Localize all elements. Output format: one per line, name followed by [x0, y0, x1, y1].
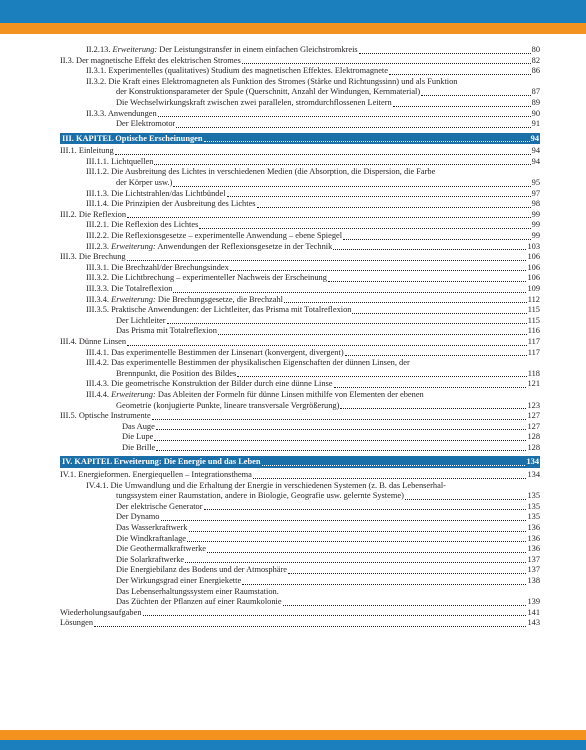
toc-entry-page-number: 118	[527, 368, 540, 378]
toc-entry	[60, 178, 540, 189]
toc-entry-title: III.1.1. Lichtquellen	[86, 156, 154, 166]
toc-entry-title: der Konstruktionsparameter der Spule (Querschnitt, Anzahl der Windungen, Kernmaterial)	[116, 87, 421, 97]
dot-leader	[242, 57, 531, 64]
toc-entry	[60, 576, 540, 587]
toc-entry-title: Brennpunkt, die Position des Bildes	[116, 368, 237, 378]
dot-leader	[143, 609, 527, 616]
toc-entry	[60, 109, 540, 120]
toc-entry	[60, 369, 540, 380]
toc-entry	[60, 77, 540, 88]
toc-entry-page-number: 80	[531, 45, 540, 54]
dot-leader	[389, 68, 531, 75]
toc-entry-page-number: 117	[527, 336, 540, 346]
toc-entry-title: Das Auge	[122, 421, 155, 431]
toc-entry-page-number: 123	[527, 400, 540, 410]
dot-leader	[405, 493, 527, 500]
dot-leader	[187, 535, 526, 542]
dot-leader	[393, 100, 531, 107]
dot-leader	[207, 546, 526, 553]
toc-entry	[60, 401, 540, 412]
dot-leader	[115, 148, 531, 155]
toc-entry-title: II.3. Der magnetische Effekt des elektrischen Stromes	[60, 55, 241, 65]
toc-entry-page-number: 98	[531, 199, 540, 209]
toc-entry-title: tungssystem einer Raumstation, andere in Biologie, Geografie usw. gelernte Systeme)	[116, 491, 404, 501]
dot-leader	[199, 222, 530, 229]
dot-leader	[156, 444, 526, 451]
toc-entry-title: III.2. Die Reflexion	[60, 209, 127, 219]
toc-entry	[60, 98, 540, 109]
toc-entry-title: Das Lebenserhaltungssystem einer Raumstation.	[116, 586, 279, 596]
toc-entry-page-number: 87	[531, 87, 540, 97]
toc-entry	[60, 45, 540, 56]
toc-entry-title: III. KAPITEL Optische Erscheinungen	[62, 133, 203, 143]
toc-entry	[60, 608, 540, 619]
toc-entry-title: Lösungen	[60, 618, 94, 628]
top-blue-band	[0, 0, 586, 23]
toc-entry-page-number: 134	[526, 457, 539, 467]
toc-entry	[60, 411, 540, 422]
dot-leader	[340, 402, 526, 409]
dot-leader	[253, 472, 527, 479]
toc-entry-title: Der Lichtleiter	[116, 315, 166, 325]
toc-entry	[60, 502, 540, 513]
dot-leader	[176, 121, 530, 128]
toc-entry-title: III.2.3. Erweiterung: Anwendungen der Reflexionsgesetze in der Technik	[86, 241, 333, 251]
dot-leader	[94, 620, 526, 627]
toc-entry	[60, 231, 540, 242]
toc-entry	[60, 210, 540, 221]
toc-entry	[60, 326, 540, 337]
toc-entry-page-number: 137	[527, 554, 540, 564]
toc-entry-page-number: 141	[527, 607, 540, 617]
toc-entry-title: III.3.3. Die Totalreflexion	[86, 283, 173, 293]
toc-entry-title: III.4.3. Die geometrische Konstruktion der Bilder durch eine dünne Linse	[86, 379, 333, 389]
toc-entry	[60, 189, 540, 200]
toc-entry-title: III.1.4. Die Prinzipien der Ausbreitung des Lichtes	[86, 199, 256, 209]
toc-entry	[60, 167, 540, 178]
dot-leader	[237, 370, 526, 377]
toc-entry-title: II.2.13. Erweiterung: Der Leistungstransfer in einem einfachen Gleichstromkreis	[86, 45, 358, 54]
toc-entry-page-number: 139	[527, 597, 540, 607]
dot-leader	[127, 254, 527, 261]
toc-entry-title: Das Wasserkraftwerk	[116, 522, 188, 532]
toc-entry	[60, 523, 540, 534]
dot-leader	[257, 201, 531, 208]
toc-entry-title: Der Wirkungsgrad einer Energiekette	[116, 575, 242, 585]
toc-entry-page-number: 121	[527, 379, 540, 389]
dot-leader	[227, 190, 531, 197]
toc-entry	[60, 534, 540, 545]
toc-entry-title: III.1.3. Die Lichtstrahlen/das Lichtbündel	[86, 188, 226, 198]
toc-entry-title: III.5. Optische Instrumente	[60, 411, 151, 421]
toc-entry	[60, 295, 540, 306]
toc-entry-page-number: 82	[531, 55, 540, 65]
toc-entry-title: III.2.2. Die Reflexionsgesetze – experimentelle Anwendung – ebene Spiegel	[86, 231, 343, 240]
bottom-blue-band	[0, 740, 586, 750]
toc-entry	[60, 337, 540, 348]
toc-entry-page-number: 89	[531, 97, 540, 107]
toc-entry-page-number: 138	[527, 575, 540, 585]
toc-entry-title: III.4. Dünne Linsen	[60, 336, 127, 346]
dot-leader	[334, 381, 527, 388]
toc-entry	[60, 66, 540, 77]
toc-entry	[60, 618, 540, 629]
toc-entry-page-number: 112	[527, 294, 540, 304]
toc-entry	[60, 199, 540, 210]
dot-leader	[242, 578, 526, 585]
dot-leader	[158, 110, 531, 117]
toc-entry-title: Die Geothermalkraftwerke	[116, 544, 206, 554]
toc-entry-title: Die Brille	[122, 442, 156, 452]
dot-leader	[154, 158, 530, 165]
dot-leader	[204, 135, 530, 142]
toc-entry-title: IV. KAPITEL Erweiterung: Die Energie und das Leben	[62, 457, 261, 467]
toc-entry	[60, 379, 540, 390]
toc-entry-page-number: 116	[527, 326, 540, 336]
dot-leader	[333, 243, 526, 250]
toc-entry-page-number: 127	[527, 411, 540, 421]
table-of-contents	[60, 45, 540, 629]
toc-entry-page-number: 135	[527, 491, 540, 501]
toc-entry-page-number: 134	[527, 469, 540, 479]
dot-leader	[156, 423, 527, 430]
toc-entry	[60, 242, 540, 253]
dot-leader	[262, 459, 526, 466]
toc-entry	[60, 284, 540, 295]
toc-entry	[60, 443, 540, 454]
toc-entry-page-number: 115	[527, 315, 540, 325]
toc-entry-title: IV.4.1. Die Umwandlung und die Erhaltung der Energie in verschiedenen Systemen (z. B. das Lebenserhal-	[86, 480, 446, 490]
toc-entry-page-number: 109	[527, 283, 540, 293]
toc-entry	[60, 597, 540, 608]
toc-entry	[60, 491, 540, 502]
chapter-heading	[60, 456, 540, 468]
toc-entry	[60, 348, 540, 359]
toc-entry	[60, 273, 540, 284]
dot-leader	[218, 328, 527, 335]
toc-entry-page-number: 99	[531, 220, 540, 230]
toc-entry-title: III.4.4. Erweiterung: Das Ableiten der Formeln für dünne Linsen mithilfe von Elementen der ebenen	[86, 389, 424, 399]
dot-leader	[204, 503, 527, 510]
dot-leader	[167, 317, 527, 324]
toc-entry-page-number: 99	[531, 231, 540, 240]
toc-entry-title: Das Züchten der Pflanzen auf einer Raumkolonie	[116, 597, 282, 607]
toc-entry-page-number: 91	[531, 119, 540, 129]
toc-entry-page-number: 117	[527, 347, 540, 357]
toc-entry	[60, 157, 540, 168]
dot-leader	[127, 339, 527, 346]
toc-entry	[60, 587, 540, 598]
toc-entry	[60, 432, 540, 443]
toc-entry	[60, 565, 540, 576]
dot-leader	[345, 349, 527, 356]
toc-entry-title: II.3.2. Die Kraft eines Elektromagneten als Funktion des Stromes (Stärke und Richtungssinn) und als Funktion	[86, 76, 458, 86]
toc-entry	[60, 263, 540, 274]
toc-entry-page-number: 86	[531, 66, 540, 76]
toc-entry-title: Die Wechselwirkungskraft zwischen zwei parallelen, stromdurchflossenen Leitern	[116, 97, 392, 107]
toc-entry-title: Der Dynamo	[116, 512, 160, 522]
toc-entry-title: III.1.2. Die Ausbreitung des Lichtes in verschiedenen Medien (die Absorption, die Dispersion, die Farbe	[86, 167, 436, 177]
dot-leader	[230, 264, 527, 271]
toc-entry-page-number: 115	[527, 305, 540, 315]
toc-entry-page-number: 94	[531, 156, 540, 166]
toc-entry-title: Die Energiebilanz des Bodens und der Atmosphäre	[116, 565, 288, 575]
toc-entry	[60, 512, 540, 523]
dot-leader	[343, 233, 531, 240]
toc-entry	[60, 390, 540, 401]
toc-entry	[60, 316, 540, 327]
toc-entry	[60, 220, 540, 231]
toc-entry-page-number: 135	[527, 501, 540, 511]
toc-entry-page-number: 136	[527, 522, 540, 532]
toc-entry-title: Der Elektromotor	[116, 119, 176, 129]
dot-leader	[152, 413, 527, 420]
toc-entry	[60, 544, 540, 555]
dot-leader	[283, 599, 527, 606]
toc-entry-title: IV.1. Energieformen. Energiequellen – Integrationsthema	[60, 469, 252, 479]
toc-entry	[60, 252, 540, 263]
toc-entry-title: Geometrie (konjugierte Punkte, lineare transversale Vergrößerung)	[116, 400, 340, 410]
toc-entry-page-number: 106	[527, 252, 540, 262]
toc-entry	[60, 146, 540, 157]
toc-entry-title: III.3.5. Praktische Anwendungen: der Lichtleiter, das Prisma mit Totalreflexion	[86, 305, 352, 315]
toc-entry-page-number: 94	[530, 133, 539, 143]
toc-entry-page-number: 128	[527, 432, 540, 442]
toc-entry	[60, 56, 540, 67]
toc-entry	[60, 358, 540, 369]
dot-leader	[421, 89, 530, 96]
toc-entry-page-number: 106	[527, 273, 540, 283]
toc-entry-page-number: 136	[527, 544, 540, 554]
toc-entry-title: II.3.1. Experimentelles (qualitatives) Studium des magnetischen Effektes. Elektromagnete	[86, 66, 388, 76]
toc-entry-title: III.1. Einleitung	[60, 146, 114, 156]
toc-entry-page-number: 143	[527, 618, 540, 628]
dot-leader	[328, 275, 527, 282]
toc-entry-title: III.2.1. Die Reflexion des Lichtes	[86, 220, 199, 230]
dot-leader	[154, 434, 526, 441]
toc-entry	[60, 470, 540, 481]
bottom-orange-band	[0, 730, 586, 740]
toc-entry-page-number: 137	[527, 565, 540, 575]
top-orange-band	[0, 23, 586, 34]
toc-entry	[60, 555, 540, 566]
toc-entry-title: III.4.2. Das experimentelle Bestimmen der physikalischen Eigenschaften der dünnen Linsen, der	[86, 358, 410, 368]
toc-entry-title: III.3.2. Die Lichtbrechung – experimenteller Nachweis der Erscheinung	[86, 273, 327, 283]
dot-leader	[284, 296, 527, 303]
toc-entry-page-number: 97	[531, 188, 540, 198]
toc-entry-page-number: 136	[527, 533, 540, 543]
toc-entry-title: III.3. Die Brechung	[60, 252, 126, 262]
toc-entry	[60, 119, 540, 130]
toc-entry-page-number: 99	[531, 209, 540, 219]
toc-entry-title: Die Windkraftanlage	[116, 533, 186, 543]
toc-entry-page-number: 95	[531, 178, 540, 188]
toc-entry-page-number: 94	[531, 146, 540, 156]
toc-entry-title: III.4.1. Das experimentelle Bestimmen der Linsenart (konvergent, divergent)	[86, 347, 344, 357]
toc-entry-title: III.3.1. Die Brechzahl/der Brechungsindex	[86, 262, 229, 272]
toc-entry	[60, 87, 540, 98]
toc-entry-title: der Körper usw.)	[116, 178, 173, 188]
dot-leader	[185, 556, 526, 563]
dot-leader	[161, 514, 527, 521]
dot-leader	[288, 567, 526, 574]
toc-entry-title: III.3.4. Erweiterung: Die Brechungsgesetze, die Brechzahl	[86, 294, 283, 304]
toc-entry	[60, 422, 540, 433]
toc-entry-title: Die Lupe	[122, 432, 154, 442]
dot-leader	[352, 307, 526, 314]
dot-leader	[359, 47, 531, 54]
toc-entry-title: Die Solarkraftwerke	[116, 554, 185, 564]
toc-entry-page-number: 90	[531, 108, 540, 118]
dot-leader	[173, 180, 530, 187]
dot-leader	[127, 211, 531, 218]
dot-leader	[173, 286, 526, 293]
toc-entry-page-number: 128	[527, 442, 540, 452]
toc-entry-page-number: 106	[527, 262, 540, 272]
dot-leader	[189, 525, 527, 532]
toc-entry-title: Das Prisma mit Totalreflexion	[116, 326, 217, 336]
toc-entry-page-number: 103	[527, 241, 540, 251]
toc-entry	[60, 305, 540, 316]
toc-entry-page-number: 135	[527, 512, 540, 522]
toc-entry-title: Wiederholungsaufgaben	[60, 607, 142, 617]
toc-entry-page-number: 127	[527, 421, 540, 431]
toc-entry-title: II.3.3. Anwendungen	[86, 108, 157, 118]
toc-entry	[60, 481, 540, 492]
toc-entry-title: Der elektrische Generator	[116, 501, 203, 511]
chapter-heading	[60, 133, 540, 145]
